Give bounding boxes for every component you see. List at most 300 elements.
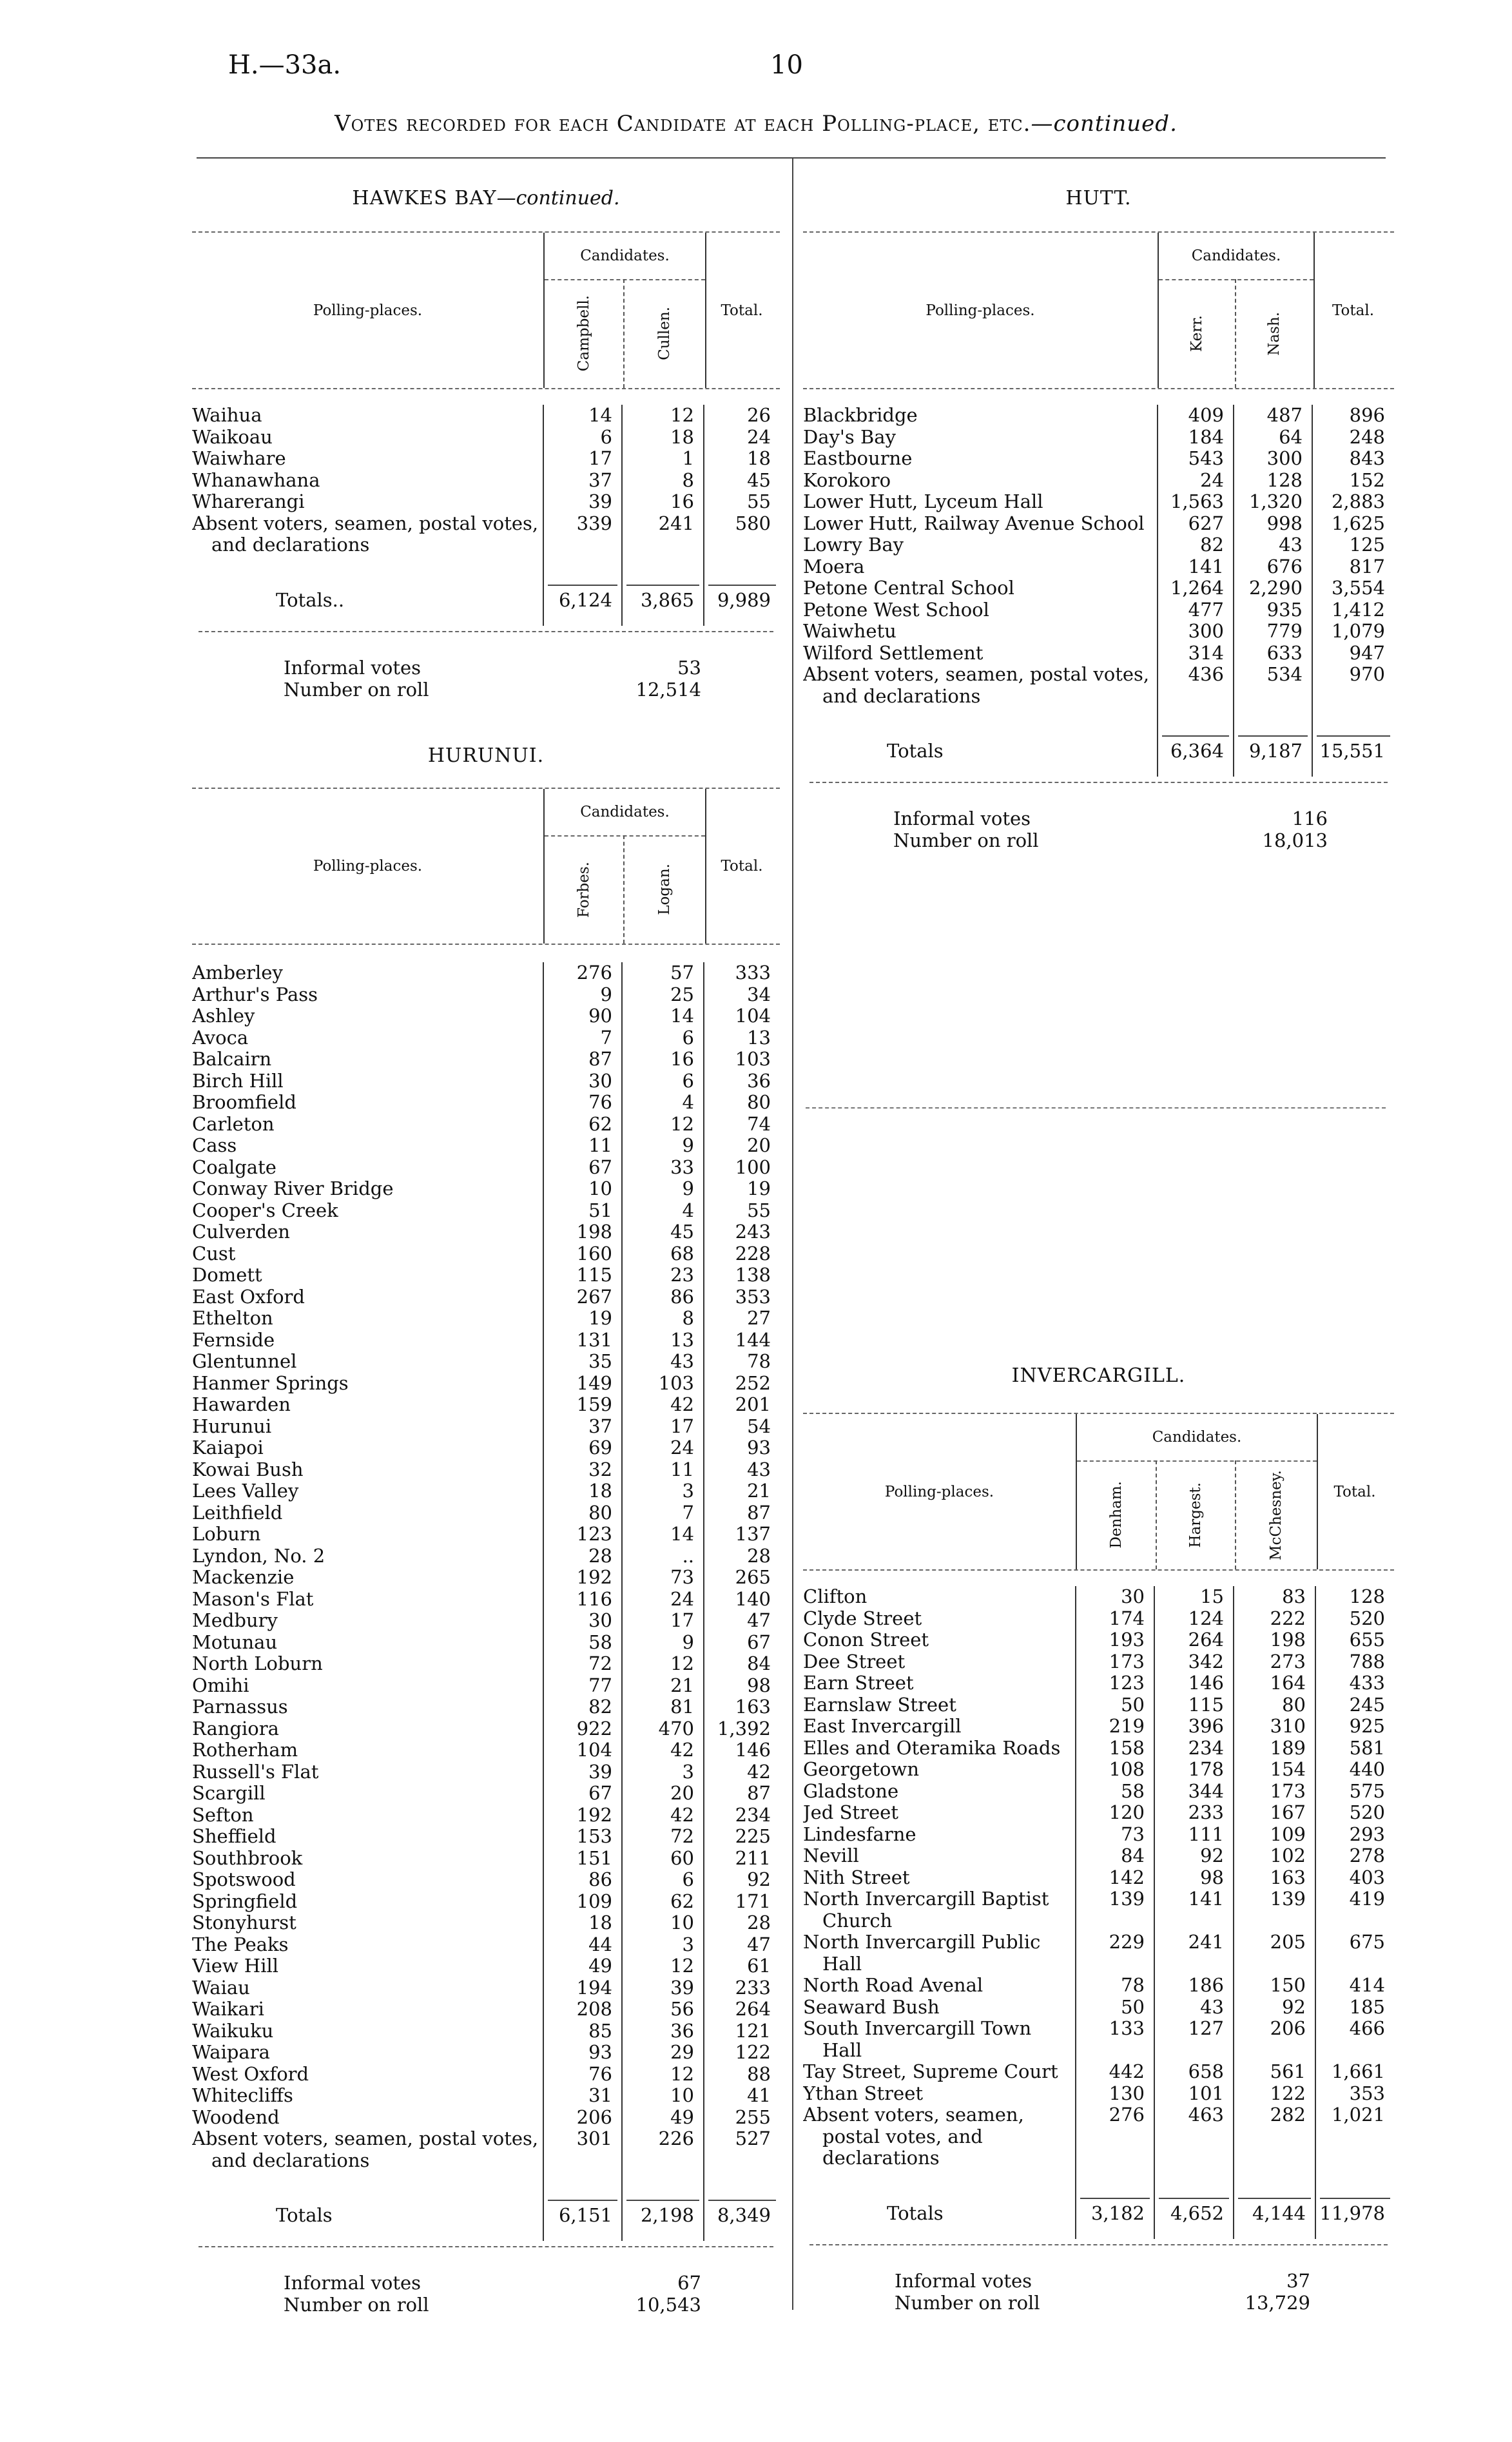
candidate-votes: 301 [543,2128,622,2171]
polling-place-name: Stonyhurst [192,1912,296,1933]
spacer-cell [1158,707,1234,735]
polling-place-name: Lower Hutt, Railway Avenue School [803,512,1145,534]
polling-place-name: Ashley [192,1005,255,1027]
candidate-votes: 339 [543,513,622,556]
candidate-name: Nash. [1266,311,1283,356]
polling-place-cell [803,1651,1076,1673]
spacer-cell [803,2169,1076,2198]
row-total: 163 [704,1696,780,1718]
candidate-votes: 186 [1154,1975,1234,1997]
candidate-votes: 8 [622,1308,704,1330]
polling-place-cell [192,1480,543,1502]
candidate-name-header [1235,279,1313,388]
table-row [192,1653,780,1675]
polling-place-name: Whanawhana [192,469,320,491]
candidate-votes: 310 [1234,1716,1315,1738]
table-row [192,1610,780,1632]
spacer-cell [1076,2169,1154,2198]
candidate-votes: 154 [1234,1759,1315,1781]
polling-place-cell [803,1824,1076,1846]
table-row [803,556,1394,578]
polling-place-name: The Peaks [192,1933,289,1955]
candidate-votes: 935 [1234,599,1312,621]
polling-place-cell [192,1589,543,1611]
vote-summary [895,2270,1310,2314]
candidate-votes: 24 [622,1437,704,1459]
polling-place-cell [803,1716,1076,1738]
candidate-votes: 90 [543,1005,622,1027]
candidate-name-header [545,835,623,944]
candidate-votes: 43 [1234,534,1312,556]
polling-place-name: West Oxford [192,2063,309,2085]
candidate-votes: 31 [543,2085,622,2107]
row-total: 28 [704,1912,780,1934]
candidate-votes: 57 [622,962,704,984]
row-total: 42 [704,1761,780,1783]
row-total: 100 [704,1157,780,1179]
row-total: 55 [704,491,780,513]
candidate-votes: 158 [1076,1738,1154,1759]
table-row [192,984,780,1006]
polling-place-cell [192,1675,543,1697]
candidate-votes: 534 [1234,664,1312,707]
polling-place-cell [803,1586,1076,1608]
polling-place-cell [192,1610,543,1632]
row-total: 171 [704,1891,780,1913]
informal-votes-row [893,808,1328,829]
candidate-votes: 72 [543,1653,622,1675]
candidate-votes: 86 [622,1286,704,1308]
table-row [803,448,1394,470]
table-row [192,1805,780,1827]
candidate-votes: 163 [1234,1867,1315,1889]
candidate-votes: 9 [543,984,622,1006]
candidate-votes: 108 [1076,1759,1154,1781]
row-total: 55 [704,1200,780,1222]
candidate-votes: 82 [543,1696,622,1718]
polling-place-cell [192,1783,543,1805]
polling-place-cell [192,1696,543,1718]
row-total: 353 [1315,2083,1394,2105]
polling-place-name: Broomfield [192,1092,296,1113]
candidate-votes: 300 [1234,448,1312,470]
candidate-votes: 101 [1154,2083,1234,2105]
polling-place-cell [192,1373,543,1395]
total-header: Total. [1332,302,1375,319]
candidate-votes: 173 [1076,1651,1154,1673]
section-title-text: HURUNUI. [427,744,545,767]
row-total: 98 [704,1675,780,1697]
candidate-name-header [623,835,705,944]
candidate-votes: 241 [1154,1932,1234,1975]
candidate-name: Forbes. [576,861,592,918]
table-row [803,1845,1394,1867]
polling-place-cell [803,664,1158,707]
candidate-votes: 276 [543,962,622,984]
spacer-cell [192,2171,543,2200]
polling-place-cell [803,470,1158,492]
results-table [803,405,1394,777]
table-row [803,1802,1394,1824]
subtitle-text: Votes recorded for each Candidate at each Polling-place, etc. [334,111,1031,137]
candidate-votes: 56 [622,1999,704,2020]
candidate-votes: 153 [543,1826,622,1848]
table-row [192,1934,780,1956]
polling-place-cell [192,1330,543,1352]
polling-place-cell [803,1997,1076,2019]
polling-place-cell [192,962,543,984]
polling-place-name: North Loburn [192,1653,323,1674]
candidate-votes: 3 [622,1761,704,1783]
row-total: 575 [1315,1781,1394,1803]
candidate-votes: 103 [622,1373,704,1395]
candidate-votes: 139 [1234,1888,1315,1932]
candidates-header: Candidates. [545,789,705,837]
candidate-votes: 92 [1234,1997,1315,2019]
row-total: 234 [704,1805,780,1827]
row-total: 1,021 [1315,2104,1394,2169]
polling-place-cell [192,1848,543,1870]
table-row [192,2064,780,2086]
polling-place-name: Nevill [803,1845,859,1866]
polling-place-name: Leithfield [192,1502,283,1524]
candidate-votes: 39 [622,1977,704,1999]
polling-place-cell [192,1092,543,1114]
candidate-votes: 17 [543,448,622,470]
candidate-votes: 487 [1234,405,1312,427]
informal-votes-label: Informal votes [893,808,1031,829]
informal-votes-label: Informal votes [895,2270,1032,2292]
grand-total: 8,349 [704,2200,780,2241]
candidate-votes: 922 [543,1718,622,1740]
candidate-votes: 470 [622,1718,704,1740]
candidate-votes: 14 [622,1524,704,1546]
row-total: 970 [1312,664,1394,707]
table-row [192,1114,780,1136]
polling-place-name: Medbury [192,1610,278,1631]
polling-place-cell [192,1286,543,1308]
polling-place-cell [803,577,1158,599]
info-rule [199,631,773,632]
candidate-votes: 9 [622,1135,704,1157]
spacer-cell [543,556,622,585]
info-rule [199,2246,773,2247]
totals-row [192,585,780,626]
number-on-roll-value: 13,729 [1245,2292,1310,2314]
candidate-votes: 12 [622,1955,704,1977]
spacer-cell [1234,2169,1315,2198]
candidate-votes: 19 [543,1308,622,1330]
polling-place-name: North Invercargill Public Hall [803,1932,1041,1975]
table-row [803,1694,1394,1716]
candidate-votes: 83 [1234,1586,1315,1608]
table-row [192,470,780,492]
polling-place-name: Spotswood [192,1869,296,1890]
row-total: 43 [704,1459,780,1481]
row-total: 3,554 [1312,577,1394,599]
polling-place-cell [192,491,543,513]
polling-place-name: Georgetown [803,1759,919,1780]
candidate-votes: 164 [1234,1672,1315,1694]
polling-place-cell [803,1888,1076,1932]
polling-place-cell [192,1416,543,1438]
polling-place-name: Birch Hill [192,1070,284,1092]
candidate-votes: 6 [543,427,622,449]
candidate-votes: 82 [1158,534,1234,556]
row-total: 87 [704,1502,780,1524]
candidate-votes: 50 [1076,1997,1154,2019]
polling-place-name: Kaiapoi [192,1437,264,1458]
row-total: 20 [704,1135,780,1157]
candidate-votes: 93 [543,2042,622,2064]
table-row [192,1373,780,1395]
spacer-cell [704,556,780,585]
polling-place-name: Hanmer Springs [192,1372,349,1394]
polling-places-header: Polling-places. [884,1483,994,1500]
table-row [192,1092,780,1114]
candidate-votes: 189 [1234,1738,1315,1759]
candidate-votes: 11 [543,1135,622,1157]
row-total: 144 [704,1330,780,1352]
table-row [192,2042,780,2064]
candidate-total: 3,182 [1076,2198,1154,2239]
candidate-votes: 206 [543,2107,622,2129]
polling-place-cell [803,621,1158,643]
polling-place-cell [192,1178,543,1200]
candidate-votes: 42 [622,1394,704,1416]
info-rule [809,782,1388,783]
table-row [192,1480,780,1502]
candidate-votes: 3 [622,1480,704,1502]
candidate-name: Hargest. [1187,1482,1204,1548]
polling-place-name: South Invercargill Town Hall [803,2018,1032,2061]
candidate-total: 6,364 [1158,735,1234,777]
candidate-votes: 4 [622,1092,704,1114]
row-total: 19 [704,1178,780,1200]
candidate-votes: 264 [1154,1629,1234,1651]
candidate-votes: 49 [543,1955,622,1977]
row-total: 403 [1315,1867,1394,1889]
table-row [803,1824,1394,1846]
number-on-roll-row [284,2294,701,2316]
table-row [192,1157,780,1179]
polling-place-name: Cooper's Creek [192,1199,338,1221]
polling-place-cell [803,2061,1076,2083]
polling-place-name: Ethelton [192,1308,273,1329]
candidate-votes: 9 [622,1632,704,1654]
spacer-row [192,2171,780,2200]
row-total: 925 [1315,1716,1394,1738]
polling-place-cell [192,1718,543,1740]
candidate-name-header [1235,1460,1317,1569]
polling-place-name: Culverden [192,1221,290,1243]
polling-place-name: Waiwhetu [803,621,897,642]
row-total: 293 [1315,1824,1394,1846]
informal-votes-label: Informal votes [284,2272,422,2294]
candidate-votes: 192 [543,1567,622,1589]
row-total: 433 [1315,1672,1394,1694]
polling-place-cell [192,2042,543,2064]
polling-place-name: Omihi [192,1674,249,1696]
spacer-row [803,2169,1394,2198]
table-row [803,643,1394,664]
polling-place-name: Elles and Oteramika Roads [803,1737,1061,1759]
table-row [803,1975,1394,1997]
table-row [192,1502,780,1524]
candidate-votes: .. [622,1546,704,1567]
candidate-votes: 10 [543,1178,622,1200]
table-row [192,1589,780,1611]
row-total: 125 [1312,534,1394,556]
candidate-votes: 64 [1234,427,1312,449]
table-row [803,1781,1394,1803]
polling-place-name: Waikari [192,1999,264,2020]
polling-place-name: Motunau [192,1631,278,1653]
row-total: 265 [704,1567,780,1589]
polling-place-name: Kowai Bush [192,1458,304,1480]
polling-place-name: Petone West School [803,599,989,621]
table-row [803,2083,1394,2105]
row-total: 896 [1312,405,1394,427]
candidate-votes: 234 [1154,1738,1234,1759]
candidate-votes: 18 [543,1912,622,1934]
polling-place-name: Waihua [192,405,262,426]
candidate-votes: 84 [1076,1845,1154,1867]
candidate-votes: 33 [622,1157,704,1179]
candidate-votes: 658 [1154,2061,1234,2083]
spacer-cell [1154,2169,1234,2198]
candidate-votes: 109 [543,1891,622,1913]
polling-place-cell [192,1351,543,1373]
table-row [192,1416,780,1438]
polling-place-name: North Invercargill Baptist Church [803,1888,1049,1932]
table-row [192,1783,780,1805]
candidate-votes: 122 [1234,2083,1315,2105]
spacer-cell [1312,707,1394,735]
results-table [192,962,780,2241]
polling-place-name: Seaward Bush [803,1996,940,2018]
table-row [803,1738,1394,1759]
spacer-cell [1315,2169,1394,2198]
polling-place-cell [803,1781,1076,1803]
informal-votes-row [895,2270,1310,2292]
candidate-votes: 396 [1154,1716,1234,1738]
candidate-votes: 73 [622,1567,704,1589]
polling-place-name: Earnslaw Street [803,1694,956,1716]
table-row [803,664,1394,707]
polling-place-name: Avoca [192,1027,249,1049]
table-header [803,1413,1394,1571]
table-row [192,1891,780,1913]
informal-votes-value: 53 [677,657,701,679]
candidate-votes: 184 [1158,427,1234,449]
candidate-votes: 45 [622,1221,704,1243]
informal-votes-value: 116 [1292,808,1328,829]
row-total: 28 [704,1546,780,1567]
row-total: 228 [704,1243,780,1265]
polling-place-name: Rangiora [192,1718,279,1739]
totals-label: Totals [887,740,944,762]
polling-place-cell [803,1867,1076,1889]
table-row [192,427,780,449]
candidate-votes: 69 [543,1437,622,1459]
candidate-votes: 30 [543,1071,622,1092]
polling-place-name: Whitecliffs [192,2085,293,2106]
row-total: 252 [704,1373,780,1395]
candidate-total: 6,151 [543,2200,622,2241]
candidate-votes: 39 [543,1761,622,1783]
candidate-votes: 198 [543,1221,622,1243]
row-total: 27 [704,1308,780,1330]
candidate-votes: 206 [1234,2018,1315,2061]
spacer-cell [704,2171,780,2200]
candidate-votes: 73 [1076,1824,1154,1846]
row-total: 245 [1315,1694,1394,1716]
candidates-header: Candidates. [545,233,705,280]
candidate-votes: 12 [622,1114,704,1136]
row-total: 47 [704,1934,780,1956]
candidate-votes: 72 [622,1826,704,1848]
candidate-votes: 150 [1234,1975,1315,1997]
candidate-votes: 2,290 [1234,577,1312,599]
table-row [803,1586,1394,1608]
polling-place-name: Loburn [192,1524,261,1545]
number-on-roll-label: Number on roll [284,679,429,701]
polling-place-cell [192,1459,543,1481]
polling-place-cell [192,2107,543,2129]
polling-place-name: Sheffield [192,1826,276,1847]
polling-place-name: Eastbourne [803,448,913,469]
candidate-votes: 779 [1234,621,1312,643]
candidates-header: Candidates. [1077,1414,1317,1462]
candidate-votes: 222 [1234,1608,1315,1630]
candidate-votes: 477 [1158,599,1234,621]
candidate-votes: 76 [543,2064,622,2086]
spacer-row [192,556,780,585]
polling-places-header: Polling-places. [313,302,423,319]
row-total: 225 [704,1826,780,1848]
candidate-votes: 342 [1154,1651,1234,1673]
table-row [803,2018,1394,2061]
candidate-votes: 1 [622,448,704,470]
polling-place-cell [192,1049,543,1071]
candidate-votes: 151 [543,1848,622,1870]
row-total: 843 [1312,448,1394,470]
row-total: 152 [1312,470,1394,492]
table-row [192,1330,780,1352]
number-on-roll-label: Number on roll [895,2292,1040,2314]
totals-label: Totals.. [276,588,345,611]
polling-place-name: Clyde Street [803,1607,922,1629]
polling-place-cell [192,405,543,427]
polling-place-cell [192,1546,543,1567]
table-row [803,1867,1394,1889]
polling-place-cell [192,1157,543,1179]
candidate-votes: 10 [622,2085,704,2107]
candidate-votes: 13 [622,1330,704,1352]
candidate-votes: 229 [1076,1932,1154,1975]
table-row [192,1739,780,1761]
polling-place-name: Mason's Flat [192,1588,314,1610]
table-row [803,1716,1394,1738]
row-total: 21 [704,1480,780,1502]
candidates-group [543,233,706,388]
row-total: 84 [704,1653,780,1675]
row-total: 1,661 [1315,2061,1394,2083]
polling-place-name: Hawarden [192,1394,291,1415]
table-header [803,231,1394,389]
candidate-votes: 543 [1158,448,1234,470]
